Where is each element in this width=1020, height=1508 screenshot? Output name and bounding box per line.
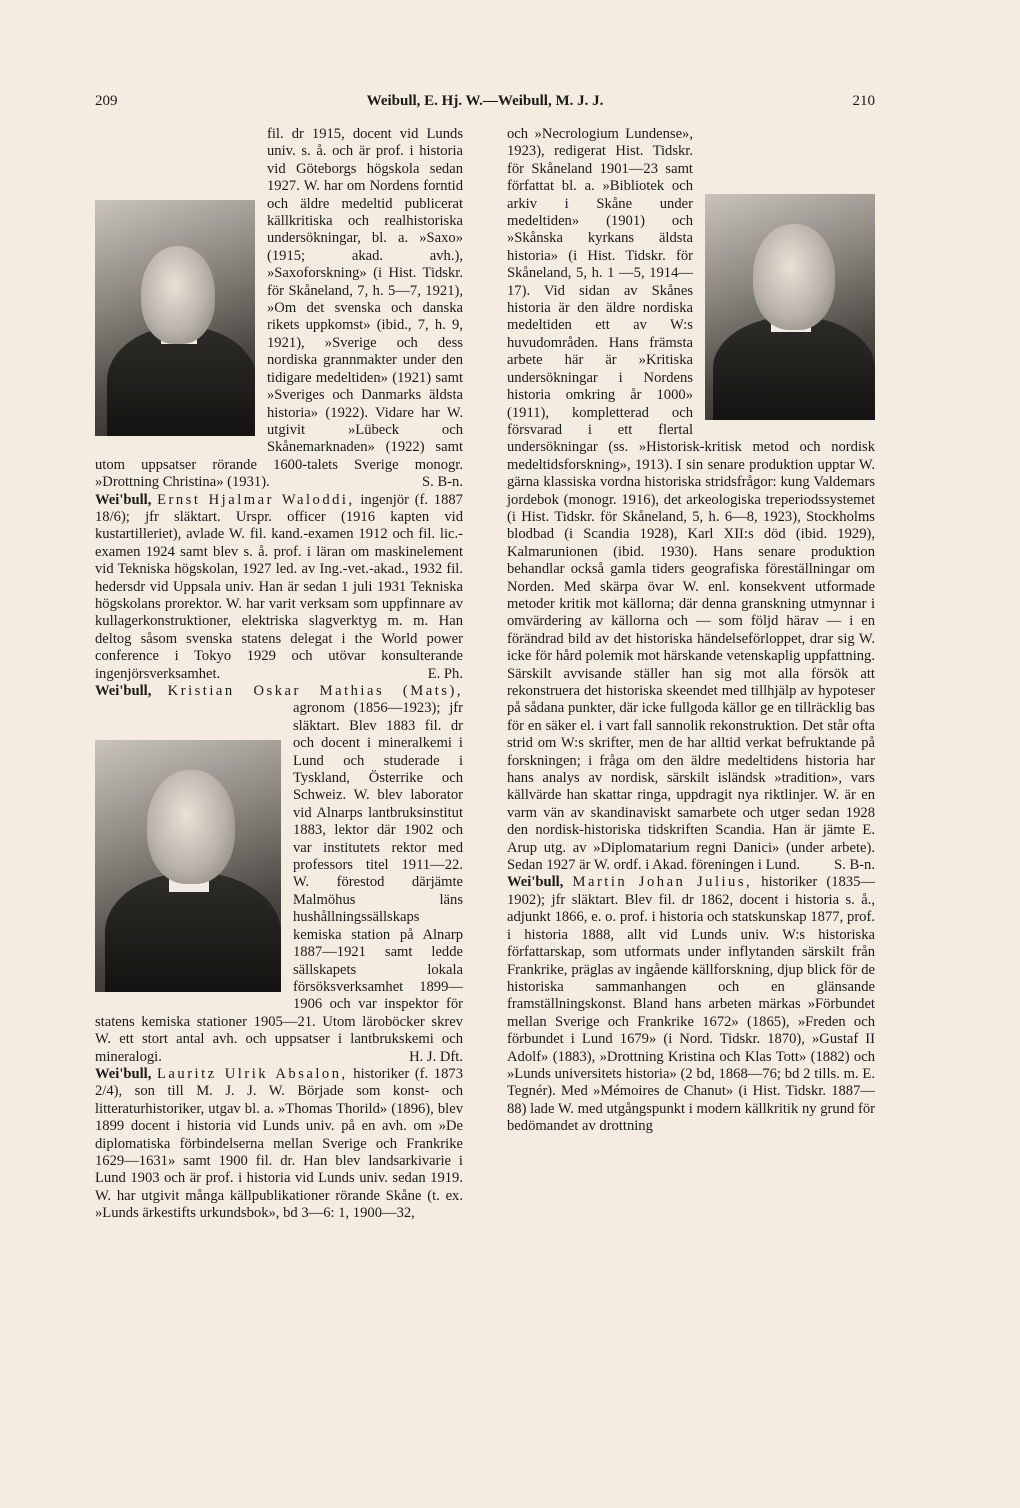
portrait-photo-m-weibull bbox=[95, 740, 281, 992]
headword: Wei'bull, bbox=[95, 491, 152, 508]
portrait-photo-e-hj-weibull bbox=[95, 200, 255, 436]
signature: H. J. Dft. bbox=[409, 1048, 463, 1065]
portrait-face bbox=[147, 770, 235, 884]
headword: Wei'bull, bbox=[507, 874, 564, 891]
page-number-right: 210 bbox=[852, 93, 875, 109]
page-header bbox=[95, 93, 875, 117]
signature: E. Ph. bbox=[427, 665, 463, 682]
headword: Wei'bull, bbox=[95, 1065, 152, 1082]
given-names: Ernst Hjalmar Waloddi, bbox=[157, 491, 355, 508]
portrait-photo-l-weibull bbox=[705, 194, 875, 420]
right-column bbox=[507, 126, 875, 1136]
given-names: Kristian Oskar Mathias (Mats), bbox=[167, 683, 463, 699]
signature: S. B-n. bbox=[834, 857, 875, 874]
running-title: Weibull, E. Hj. W.—Weibull, M. J. J. bbox=[366, 93, 604, 109]
portrait-face bbox=[141, 246, 215, 344]
entry-lauritz-ulrik-absalon: Wei'bull, Lauritz Ulrik Absalon, historiker (f. 1873 2/4), son till M. J. J. W. Började som konst- och litteraturhistoriker, utgav bl. a. »Thomas Thorild» (1896), blev 1899 docent i historia vid Lunds univ. på en avh. om »De diplomatiska förbindelserna mellan Sverige och Frankrike 1629—1631» samt 1900 fil. dr. Han blev landsarkivarie i Lund 1903 och är prof. i historia vid Lunds univ. sedan 1919. W. har utgivit många källpublikationer rörande Skåne (t. ex. »Lunds ärkestifts urkundsbok», bd 3—6: 1, 1900—32, bbox=[95, 1065, 463, 1222]
portrait-face bbox=[753, 224, 835, 330]
left-column bbox=[95, 126, 463, 1223]
headword: Wei'bull, bbox=[95, 683, 152, 699]
entry-ernst-hjalmar-waloddi: Wei'bull, Ernst Hjalmar Waloddi, ingenjör (f. 1887 18/6); jfr släktart. Urspr. officer (1916 kapten vid kustartilleriet), avlade W. fil. kand.-examen 1912 och fil. lic.-examen 1924 samt blev s. å. prof. i läran om maskinelement vid Tekniska högskolan, 1927 led. av Ing.-vet.-akad., 1932 fil. hedersdr vid Uppsala univ. Han är sedan 1 juli 1931 Tekniska högskolans prorektor. W. har varit verksam som uppfinnare av kullagerkonstruktioner, elektriska slagverktyg m. m. Han deltog såsom svenska statens delegat i the World power conference i Tokyo 1929 och utövar konsulterande ingenjörsverksamhet. E. Ph. bbox=[95, 491, 463, 682]
entry-martin-johan-julius: Wei'bull, Martin Johan Julius, historiker (1835—1902); jfr släktart. Blev fil. dr 1862, docent i historia s. å., adjunkt 1866, e. o. prof. i historia och statskunskap 1877, prof. i historia 1888, allt vid Lunds univ. W:s historiska författarskap, som utformats under inflytanden särskilt från Frankrike, präglas av ingående källforskning, djup blick för de historiska sammanhangen och en glänsande framställningskonst. Bland hans arbeten märkas »Förbundet mellan Sverige och Frankrike 1672» (1865), »Freden och förbundet i Lund 1679» (i Nord. Tidskr. 1870), »Gustaf II Adolf» (1883), »Drottning Kristina och Klas Tott» (1882) och »Lunds universitets historia» (2 bd, 1868—76; bd 2 tills. m. E. Tegnér). Med »Mémoires de Chanut» (i Hist. Tidskr. 1887—88) lade W. med utgångspunkt i modern källkritik ny grund för bedömandet av drottning bbox=[507, 874, 875, 1135]
signature: S. B-n. bbox=[422, 474, 463, 491]
given-names: Martin Johan Julius, bbox=[572, 874, 753, 891]
entry-l-weibull-cont: och »Necrologium Lundense», 1923), redigerat Hist. Tidskr. för Skåneland 1901—23 samt författat bl. a. »Bibliotek och arkiv i Skåne under medeltiden» (1901) och »Skånska kyrkans äldsta historia» (i Hist. Tidskr. för Skåneland, 5, h. 1 —5, 1914—17). Vid sidan av Skånes historia är den äldre nordiska medeltiden ett av W:s huvudområden. Hans främsta arbete här är »Kritiska undersökningar i Nordens historia omkring år 1000» (1911), kompletterad och försvarad i ett flertal undersökningar (ss. »Historisk-kritisk metod och nordisk medeltidsforskning», 1913). I sin senare produktion upptar W. gärna klassiska vordna historiska stridsfrågor: kung Valdemars jordebok (monogr. 1916), det arkeologiska treperiodssystemet (i Hist. Tidskr. för Skåneland, 5, h. 6—8, 1923), Stockholms blodbad (i Scandia 1928), Karl XII:s död (ibid. 1929), Kalmarunionen (ibid. 1930). Hans senare produktion behandlar också gamla tiders geografiska föreställningar om Norden. Med skärpa övar W. enl. konsekvent utformade metoder kritik mot källorna; där denna granskning utmynnar i omvärdering av källorna och — som följd härav — i en förändrad bild av det historiska händelseförloppet, drar sig W. icke för hård polemik mot härskande vetenskaplig uppfattning. Särskilt avvisande ställer han sig mot alla försök att rekonstruera det historiska skeendet med tillhjälp av hypoteser på sådana punkter, där icke fullgoda källor ge en tillräcklig bas för en säker el. i vart fall sannolik rekonstruktion. Det står ofta strid om W:s skrifter, men de har alltid verkat befruktande på forskningen; i fråga om den äldre medeltidens historia har hans analys av nordisk, särskilt isländsk »tradition», vars källvärde han skattar ringa, uppdragit nya riktlinjer. W. är en varm vän av skandinaviskt samarbete och utger sedan 1928 den nordisk-historiska tidskriften Scandia. Han är jämte E. Arup utg. av »Diplomatarium regni Danici» (under arbete). Sedan 1927 är W. ordf. i Akad. föreningen i Lund. S. B-n. bbox=[507, 126, 875, 874]
given-names: Lauritz Ulrik Absalon, bbox=[157, 1065, 348, 1082]
page-number-left: 209 bbox=[95, 93, 118, 109]
entry-kristian-oskar-mathias: Wei'bull, Kristian Oskar Mathias (Mats), agronom (1856—1923); jfr släktart. Blev 1883 fil. dr och docent i mineralkemi i Lund och studerade i Tyskland, Österrike och Schweiz. W. blev laborator vid Alnarps lantbruksinstitut 1883, lektor där 1902 och var institutets rektor med professors titel 1911—22. W. förestod därjämte Malmöhus läns hushållningssällskaps kemiska station på Alnarp 1887—1921 samt ledde sällskapets lokala försöksverksamhet 1899—1906 och var inspektor för statens kemiska stationer 1905—21. Utom läroböcker skrev W. ett stort antal avh. och uppsatser i lantbrukskemi och mineralogi. H. J. Dft. bbox=[95, 683, 463, 1065]
entry-e-hj-weibull-cont: fil. dr 1915, docent vid Lunds univ. s. å. och är prof. i historia vid Göteborgs högskola sedan 1927. W. har om Nordens forntid och äldre medeltid publicerat källkritiska och realhistoriska undersökningar, bl. a. »Saxo» (1915; akad. avh.), »Saxoforskning» (i Hist. Tidskr. för Skåneland, 7, h. 5—7, 1921), »Om det svenska och danska rikets uppkomst» (ibid., 7, h. 9, 1921), »Sverige och dess nordiska grannmakter under den tidigare medeltiden» (1921) samt »Sveriges och Danmarks äldsta historia» (1922). Vidare har W. utgivit »Lübeck och Skånemarknaden» (1922) samt utom uppsatser rörande 1600-talets Sverige monogr. »Drottning Christina» (1931). S. B-n. bbox=[95, 126, 463, 491]
